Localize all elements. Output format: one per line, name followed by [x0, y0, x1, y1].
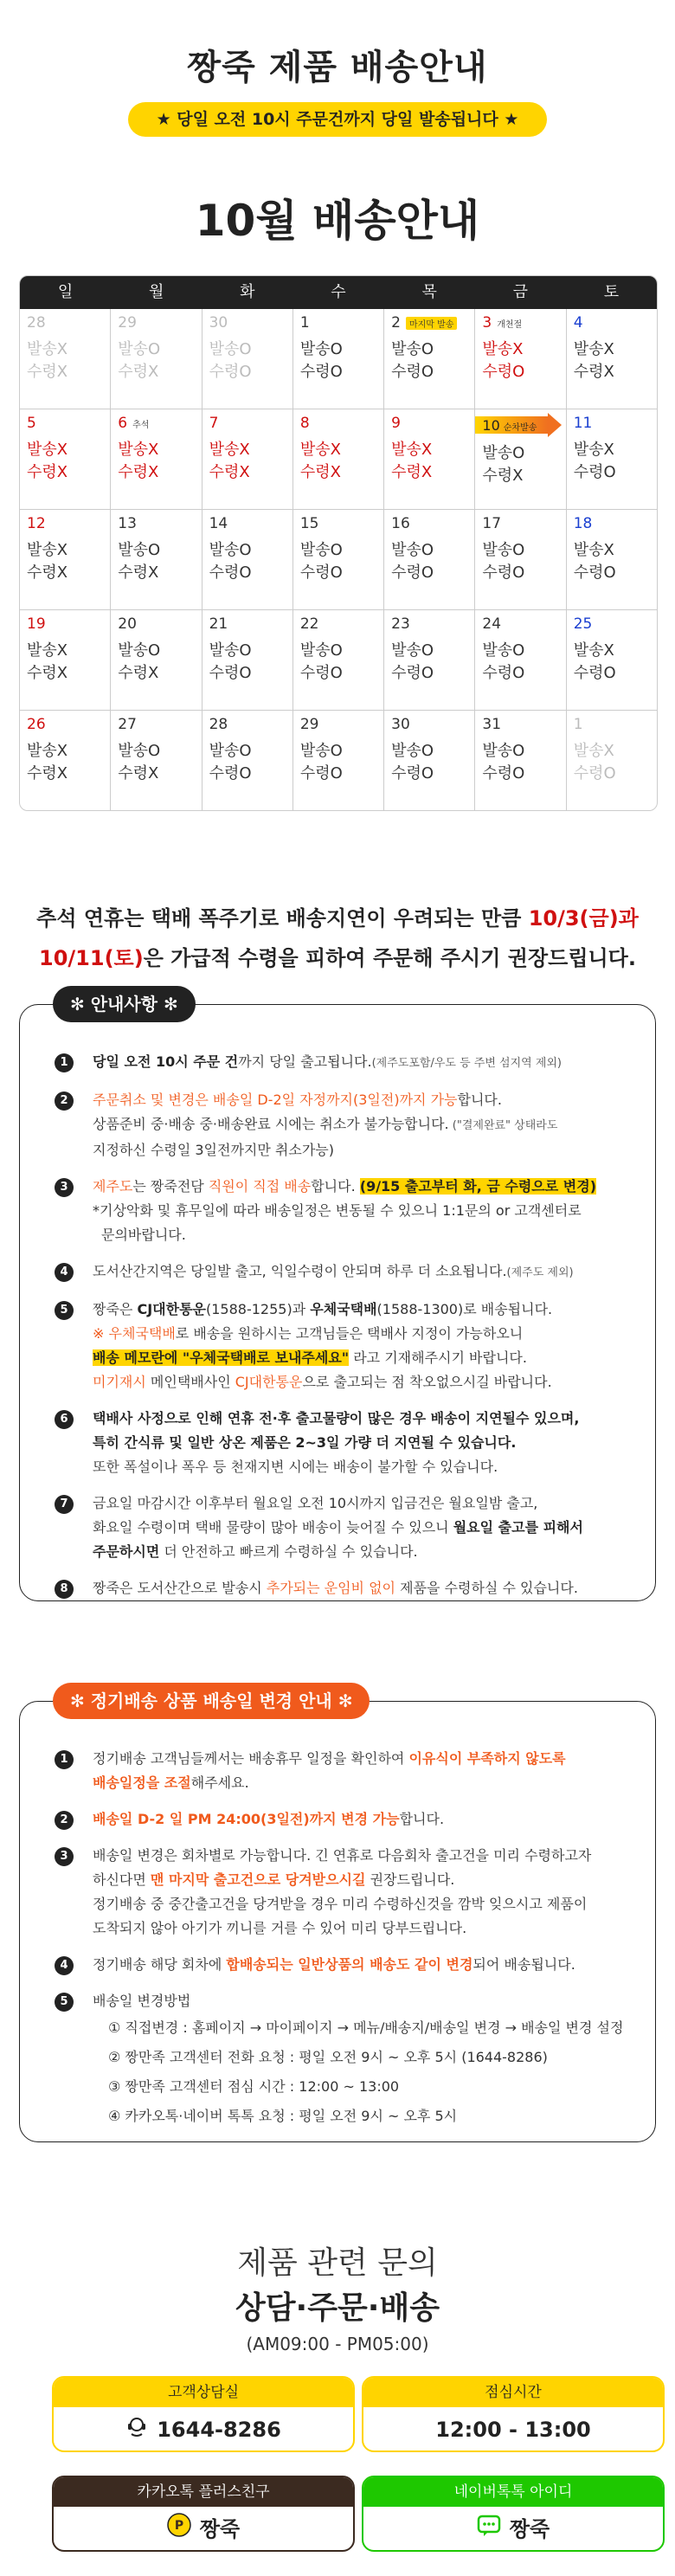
day-number: 9 [391, 415, 401, 432]
guide-item: 5 짱죽은 CJ대한통운(1588-1255)과 우체국택배(1588-1300)로 배송됩니다. ※ 우체국택배로 배송을 원하시는 고객님들은 택배사 지정이 가능하오니 배송 메모란에 "우체국택배로 보내주세요" 라고 기재해주시기 바랍니다. 미기재시 메인택배사인 CJ대한통운으로 출고되는 점 착오없으시길 바랍니다. [55, 1298, 629, 1394]
day-number: 2 [391, 314, 401, 332]
day-number: 30 [391, 716, 410, 733]
naver-talk-icon [477, 2508, 501, 2552]
contact-title: 제품 관련 문의 [237, 2245, 438, 2281]
weekday-label: 목 [421, 283, 437, 301]
day-tag: 마지막 발송 [406, 317, 457, 330]
shipping-status: 발송X [27, 641, 68, 660]
receipt-status: 수령X [573, 363, 614, 381]
receipt-status: 수령O [299, 363, 343, 381]
shipping-status: 발송O [482, 444, 525, 462]
change-method: ② 짱만족 고객센터 전화 요청 : 평일 오전 9시 ~ 오후 5시 (1644-8286) [108, 2049, 548, 2065]
receipt-status: 수령O [391, 363, 434, 381]
shipping-status: 발송O [391, 340, 434, 358]
day-number: 10 [482, 417, 500, 434]
day-number: 16 [391, 515, 410, 532]
card-header: 카카오톡 플러스친구 [54, 2477, 353, 2507]
receipt-status: 수령O [482, 363, 525, 381]
card-header: 고객상담실 [54, 2378, 353, 2407]
change-method: ① 직접변경 : 홈페이지 → 마이페이지 → 메뉴/배송지/배송일 변경 → 배송일 변경 설정 [108, 2019, 624, 2036]
guide-item: 1 당일 오전 10시 주문 건까지 당일 출고됩니다.(제주도포함/우도 등 주변 섬지역 제외) [55, 1050, 629, 1076]
shipping-status: 발송X [27, 541, 68, 559]
day-number: 17 [482, 515, 502, 532]
receipt-status: 수령X [209, 463, 250, 481]
day-number: 13 [118, 515, 137, 532]
shipping-status: 발송X [27, 340, 68, 358]
contact-hours: (AM09:00 - PM05:00) [246, 2334, 429, 2354]
kakao-card[interactable] [52, 2476, 355, 2552]
weekday-label: 월 [149, 283, 164, 301]
receipt-status: 수령O [299, 564, 343, 582]
calendar-day [383, 510, 474, 609]
calendar-day [110, 309, 201, 409]
weekday-label: 금 [512, 283, 528, 301]
day-number: 23 [391, 615, 410, 633]
receipt-status: 수령O [391, 664, 434, 682]
calendar-day [110, 711, 201, 810]
calendar-week [20, 609, 657, 710]
day-number: 20 [118, 615, 137, 633]
receipt-status: 수령X [118, 463, 159, 481]
calendar-day [202, 711, 292, 810]
receipt-status: 수령O [573, 564, 616, 582]
calendar-day [474, 711, 565, 810]
calendar-week [20, 509, 657, 609]
notice-text: 추석 연휴는 택배 폭주기로 배송지연이 우려되는 만큼 [36, 906, 529, 931]
day-number: 19 [27, 615, 46, 633]
shipping-status: 발송X [27, 441, 68, 459]
naver-id: 짱죽 [509, 2517, 550, 2541]
calendar-day [292, 510, 383, 609]
shipping-status: 발송O [391, 742, 434, 760]
day-number: 12 [27, 515, 46, 532]
shipping-status: 발송O [299, 541, 343, 559]
receipt-status: 수령O [209, 664, 252, 682]
receipt-status: 수령O [482, 664, 525, 682]
calendar-day [566, 610, 657, 710]
holiday-notice [0, 898, 675, 978]
receipt-status: 수령O [391, 764, 434, 782]
weekday-label: 일 [57, 283, 74, 301]
notice-text: 은 가급적 수령을 피하여 주문해 주시기 권장드립니다. [143, 946, 636, 970]
guide-item: 2 주문취소 및 변경은 배송일 D-2일 자정까지(3일전)까지 가능합니다. 상품준비 중·배송 중·배송완료 시에는 취소가 불가능합니다. ("결제완료" 상태라도 지정하신 수령일 3일전까지만 취소가능) [55, 1088, 629, 1162]
calendar-day [292, 711, 383, 810]
calendar-day [383, 409, 474, 509]
day-number: 7 [209, 415, 219, 432]
shipping-status: 발송X [27, 742, 68, 760]
calendar-day [20, 510, 110, 609]
day-number: 22 [299, 615, 319, 633]
naver-talk-card[interactable] [362, 2476, 665, 2552]
day-number: 15 [299, 515, 319, 532]
change-methods [55, 2013, 629, 2131]
receipt-status: 수령O [482, 764, 525, 782]
receipt-status: 수령X [118, 363, 159, 381]
shipping-status: 발송X [573, 541, 614, 559]
card-header: 네이버톡톡 아이디 [363, 2477, 663, 2507]
day-tag: 추석 [132, 420, 150, 430]
calendar-day [20, 309, 110, 409]
receipt-status: 수령X [391, 463, 433, 481]
shipping-status: 발송O [209, 340, 252, 358]
day-number: 1 [573, 716, 583, 733]
shipping-status: 발송O [118, 742, 161, 760]
receipt-status: 수령X [118, 764, 159, 782]
receipt-status: 수령O [209, 564, 252, 582]
calendar-weekday-header [20, 276, 657, 309]
calendar-day [566, 409, 657, 509]
calendar-day [292, 309, 383, 409]
receipt-status: 수령O [391, 564, 434, 582]
day-number: 3 [482, 314, 492, 332]
shipping-status: 발송X [299, 441, 341, 459]
shipping-status: 발송X [573, 441, 614, 459]
guide-item: 7 금요일 마감시간 이후부터 월요일 오전 10시까지 입금건은 월요일밤 출고, 화요일 수령이며 택배 물량이 많아 배송이 늦어질 수 있으니 월요일 출고를 피해서 주문하시면 더 안전하고 빠르게 수령하실 수 있습니다. [55, 1491, 629, 1564]
calendar-day [20, 610, 110, 710]
calendar-day [474, 309, 565, 409]
shipping-status: 발송O [482, 742, 525, 760]
shipping-status: 발송X [391, 441, 433, 459]
shipping-status: 발송O [118, 641, 161, 660]
subscription-label: ✻ 정기배송 상품 배송일 변경 안내 ✻ [53, 1683, 370, 1719]
receipt-status: 수령X [299, 463, 341, 481]
receipt-status: 수령O [573, 764, 616, 782]
day-number: 29 [118, 314, 137, 332]
calendar-day [566, 510, 657, 609]
day-number: 31 [482, 716, 502, 733]
shipping-status: 발송X [209, 441, 250, 459]
shipping-status: 발송X [573, 340, 614, 358]
receipt-status: 수령O [482, 564, 525, 582]
shipping-status: 발송O [299, 340, 343, 358]
calendar-day [474, 610, 565, 710]
card-header: 점심시간 [363, 2378, 663, 2407]
receipt-status: 수령O [209, 363, 252, 381]
shipping-status: 발송X [118, 441, 159, 459]
day-number: 5 [27, 415, 36, 432]
shipping-status: 발송O [209, 742, 252, 760]
receipt-status: 수령X [27, 463, 68, 481]
same-day-shipping-banner: ★ 당일 오전 10시 주문건까지 당일 발송됩니다 ★ [128, 102, 547, 137]
calendar-day [202, 610, 292, 710]
day-number: 24 [482, 615, 502, 633]
calendar-day [202, 510, 292, 609]
calendar-day [110, 610, 201, 710]
day-tag: 개천절 [497, 319, 523, 330]
subscription-item: 2 배송일 D-2 일 PM 24:00(3일전)까지 변경 가능합니다. [55, 1807, 629, 1832]
day-number: 6 [118, 415, 128, 432]
weekday-label: 토 [603, 283, 620, 301]
receipt-status: 수령O [573, 463, 616, 481]
calendar-week [20, 309, 657, 409]
calendar-day [110, 510, 201, 609]
day-number: 25 [573, 615, 593, 633]
customer-center-card[interactable] [52, 2376, 355, 2452]
shipping-status: 발송O [299, 641, 343, 660]
weekday-label: 수 [331, 283, 346, 301]
lunch-time-card [362, 2376, 665, 2452]
weekday-label: 화 [240, 283, 255, 301]
shipping-status: 발송O [209, 541, 252, 559]
calendar-week [20, 710, 657, 810]
shipping-status: 발송O [391, 641, 434, 660]
shipping-status: 발송O [118, 541, 161, 559]
receipt-status: 수령X [27, 764, 68, 782]
day-number: 27 [118, 716, 137, 733]
subscription-item: 5 배송일 변경방법 [55, 1989, 629, 2013]
calendar-day [202, 309, 292, 409]
svg-text:P: P [174, 2519, 183, 2533]
receipt-status: 수령X [482, 467, 524, 485]
page-title: 짱죽 제품 배송안내 [187, 48, 488, 87]
shipping-status: 발송X [573, 742, 614, 760]
subscription-item: 1 정기배송 고객님들께서는 배송휴무 일정을 확인하여 이유식이 부족하지 않도록 배송일정을 조절해주세요. [55, 1747, 629, 1795]
change-method: ④ 카카오톡·네이버 톡톡 요청 : 평일 오전 9시 ~ 오후 5시 [108, 2108, 458, 2124]
day-tag: 순차발송 [503, 423, 537, 433]
guide-item: 3 제주도는 짱죽전담 직원이 직접 배송합니다. (9/15 출고부터 화, 금 수령으로 변경) *기상악화 및 휴무일에 따라 배송일정은 변동될 수 있으니 1:1문의 or 고객센터로 문의바랍니다. [55, 1175, 629, 1247]
month-title: 10월 배송안내 [195, 196, 480, 246]
receipt-status: 수령O [299, 764, 343, 782]
calendar-day [20, 409, 110, 509]
calendar-body [20, 309, 657, 810]
day-number: 14 [209, 515, 228, 532]
calendar-day [383, 610, 474, 710]
day-number: 4 [573, 314, 583, 332]
lunch-time: 12:00 - 13:00 [435, 2418, 591, 2442]
receipt-status: 수령O [573, 664, 616, 682]
shipping-status: 발송O [482, 541, 525, 559]
receipt-status: 수령X [118, 664, 159, 682]
calendar-week [20, 409, 657, 509]
day-number: 1 [299, 314, 310, 332]
day-number: 28 [27, 314, 46, 332]
shipping-status: 발송O [209, 641, 252, 660]
day-number: 29 [299, 716, 319, 733]
receipt-status: 수령X [27, 664, 68, 682]
receipt-status: 수령X [27, 564, 68, 582]
calendar-day [202, 409, 292, 509]
subscription-item: 4 정기배송 해당 회차에 합배송되는 일반상품의 배송도 같이 변경되어 배송됩니다. [55, 1953, 629, 1977]
calendar-day [383, 711, 474, 810]
shipping-calendar [19, 275, 658, 811]
day-number: 28 [209, 716, 228, 733]
shipping-status: 발송O [482, 641, 525, 660]
calendar-day [474, 409, 565, 509]
notice-date: 10/3(금)과 [528, 906, 639, 931]
calendar-day [566, 309, 657, 409]
subscription-item: 3 배송일 변경은 회차별로 가능합니다. 긴 연휴로 다음회차 출고건을 미리 수령하고자 하신다면 맨 마지막 출고건으로 당겨받으시길 권장드립니다. 정기배송 중 중간출고건을 당겨받을 경우 미리 수령하신것을 깜박 잊으시고 제품이 도착되지 않아 아기가 끼니를 거를 수 있어 미리 당부드립니다. [55, 1844, 629, 1941]
shipping-status: 발송O [299, 742, 343, 760]
calendar-day [292, 409, 383, 509]
day-number: 26 [27, 716, 46, 733]
contact-subtitle: 상담·주문·배송 [235, 2290, 440, 2326]
calendar-day [110, 409, 201, 509]
change-method: ③ 짱만족 고객센터 점심 시간 : 12:00 ~ 13:00 [108, 2078, 400, 2095]
receipt-status: 수령X [27, 363, 68, 381]
day-number: 11 [573, 415, 593, 432]
day-number: 30 [209, 314, 228, 332]
receipt-status: 수령X [118, 564, 159, 582]
calendar-day [474, 510, 565, 609]
guide-item: 8 짱죽은 도서산간으로 발송시 추가되는 운임비 없이 제품을 수령하실 수 있습니다. [55, 1576, 629, 1600]
shipping-status: 발송X [482, 340, 524, 358]
day-number: 18 [573, 515, 593, 532]
guide-box [19, 994, 656, 1601]
headset-icon [125, 2408, 148, 2452]
shipping-status: 발송X [573, 641, 614, 660]
calendar-day [383, 309, 474, 409]
shipping-status: 발송O [391, 541, 434, 559]
guide-item: 4 도서산간지역은 당일발 출고, 익일수령이 안되며 하루 더 소요됩니다.(제주도 제외) [55, 1259, 629, 1285]
receipt-status: 수령O [209, 764, 252, 782]
phone-number: 1644-8286 [157, 2418, 281, 2442]
day-number: 21 [209, 615, 228, 633]
sequential-shipping-arrow [475, 415, 565, 435]
calendar-day [292, 610, 383, 710]
kakao-id: 짱죽 [199, 2517, 241, 2541]
calendar-day [566, 711, 657, 810]
notice-date: 10/11(토) [39, 946, 144, 970]
shipping-status: 발송O [118, 340, 161, 358]
subscription-box [19, 1690, 656, 2142]
kakao-plus-icon [167, 2508, 191, 2552]
receipt-status: 수령O [299, 664, 343, 682]
calendar-day [20, 711, 110, 810]
day-number: 8 [299, 415, 310, 432]
guide-item: 6 택배사 사정으로 인해 연휴 전·후 출고물량이 많은 경우 배송이 지연될수 있으며, 특히 간식류 및 일반 상온 제품은 2~3일 가량 더 지연될 수 있습니다. 또한 폭설이나 폭우 등 천재지변 시에는 배송이 불가할 수 있습니다. [55, 1407, 629, 1479]
guide-label: ✻ 안내사항 ✻ [53, 986, 196, 1022]
